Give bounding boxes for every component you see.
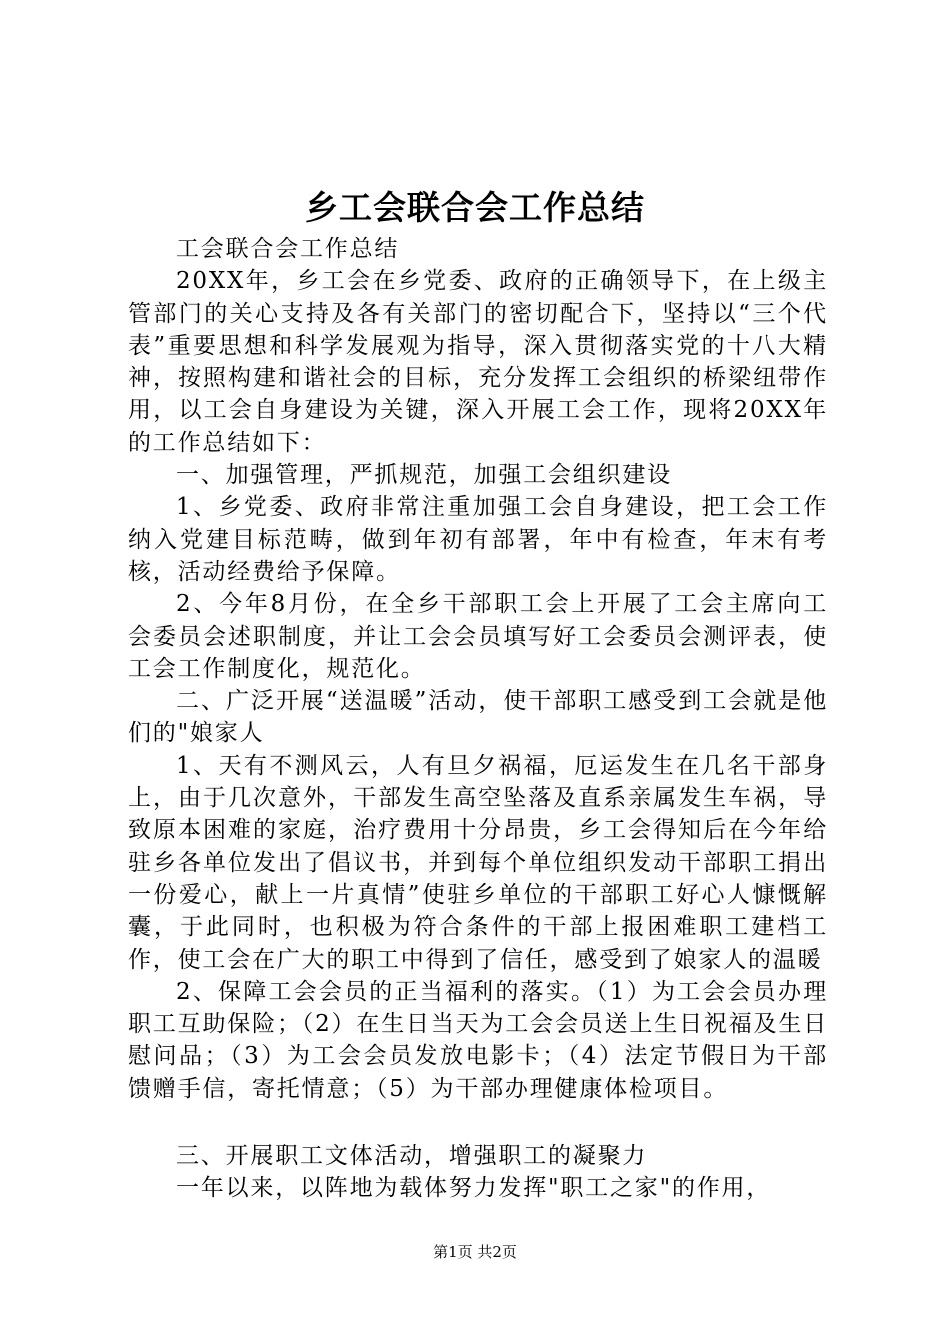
paragraph-spacer bbox=[128, 1105, 828, 1140]
section-heading-1: 一、加强管理，严抓规范，加强工会组织建设 bbox=[176, 462, 672, 489]
section-heading-3: 三、开展职工文体活动，增强职工的凝聚力 bbox=[176, 1143, 648, 1170]
paragraph-2-2: 2、保障工会会员的正当福利的落实。（1）为工会会员办理职工互助保险；（2）在生日当天为工会会员送上生日祝福及生日慰问品；（3）为工会会员发放电影卡；（4）法定节假日为干部馈赠手信，寄托情意；（5）为干部办理健康体检项目。 bbox=[128, 978, 828, 1102]
section-heading-2: 二、广泛开展“送温暖”活动，使干部职工感受到工会就是他们的"娘家人 bbox=[128, 688, 828, 747]
paragraph-1-1: 1、乡党委、政府非常注重加强工会自身建设，把工会工作纳入党建目标范畴，做到年初有部署，年中有检查，年末有考核，活动经费给予保障。 bbox=[128, 494, 828, 585]
paragraph-3-1: 一年以来，以阵地为载体努力发挥"职工之家"的作用， bbox=[176, 1175, 772, 1202]
document-title: 乡工会联合会工作总结 bbox=[305, 188, 645, 227]
paragraph-intro: 20XX年，乡工会在乡党委、政府的正确领导下，在上级主管部门的关心支持及各有关部门的密切配合下，坚持以“三个代表”重要思想和科学发展观为指导，深入贯彻落实党的十八大精神，按照构建和谐社会的目标，充分发挥工会组织的桥梁纽带作用，以工会自身建设为关键，深入开展工会工作，现将20XX年的工作总结如下： bbox=[128, 268, 828, 456]
paragraph-2-1: 1、天有不测风云，人有旦夕祸福，厄运发生在几名干部身上，由于几次意外，干部发生高空坠落及直系亲属发生车祸，导致原本困难的家庭，治疗费用十分昂贵，乡工会得知后在今年给驻乡各单位发出了倡议书，并到每个单位组织发动干部职工捐出一份爱心，献上一片真情”使驻乡单位的干部职工好心人慷慨解囊，于此同时，也积极为符合条件的干部上报困难职工建档工作，使工会在广大的职工中得到了信任，感受到了娘家人的温暖 bbox=[128, 752, 828, 973]
paragraph-1-2: 2、今年8月份，在全乡干部职工会上开展了工会主席向工会委员会述职制度，并让工会会员填写好工会委员会测评表，使工会工作制度化，规范化。 bbox=[128, 591, 828, 682]
document-body bbox=[128, 233, 828, 1205]
page-footer: 第1页 共2页 bbox=[433, 1243, 517, 1261]
paragraph-subtitle: 工会联合会工作总结 bbox=[176, 236, 400, 262]
